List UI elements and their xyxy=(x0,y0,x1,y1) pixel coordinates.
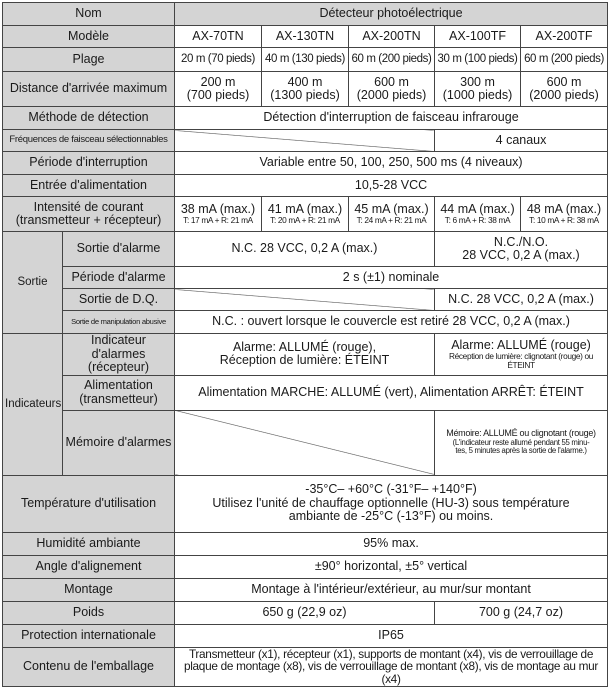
label-temperature: Température d'utilisation xyxy=(3,475,175,532)
label-indicateur-alarmes: Indicateur d'alarmes (récepteur) xyxy=(63,334,175,376)
label-periode-alarme: Période d'alarme xyxy=(63,267,175,289)
value-indicateur-alimentation: Alimentation MARCHE: ALLUMÉ (vert), Alimentation ARRÊT: ÉTEINT xyxy=(175,375,608,410)
label-poids: Poids xyxy=(3,601,175,624)
label-methode: Méthode de détection xyxy=(3,107,175,130)
value-temperature: -35°C– +60°C (-31°F– +140°F) Utilisez l'unité de chauffage optionnelle (HU-3) sous température ambiante de -25°C (-13°F) ou moins. xyxy=(175,475,608,532)
plage-cell: 30 m (100 pieds) xyxy=(435,48,521,72)
label-intensite: Intensité de courant (transmetteur + récepteur) xyxy=(3,197,175,232)
value-nom: Détecteur photoélectrique xyxy=(175,3,608,26)
row-sortie-dq xyxy=(3,289,608,311)
row-intensite xyxy=(3,197,608,232)
row-methode xyxy=(3,107,608,130)
value-montage: Montage à l'intérieur/extérieur, au mur/sur montant xyxy=(175,578,608,601)
model-cell: AX-130TN xyxy=(262,26,349,48)
intensite-cell: 38 mA (max.) T: 17 mA + R: 21 mA xyxy=(175,197,262,232)
label-sortie-dq: Sortie de D.Q. xyxy=(63,289,175,311)
not-applicable-cell xyxy=(175,410,435,475)
intensite-cell: 44 mA (max.) T: 6 mA + R: 38 mA xyxy=(435,197,521,232)
plage-cell: 20 m (70 pieds) xyxy=(175,48,262,72)
value-humidite: 95% max. xyxy=(175,532,608,555)
label-montage: Montage xyxy=(3,578,175,601)
label-indicateur-alimentation: Alimentation (transmetteur) xyxy=(63,375,175,410)
value-periode: Variable entre 50, 100, 250, 500 ms (4 niveaux) xyxy=(175,152,608,175)
spec-table xyxy=(2,2,608,687)
value-angle: ±90° horizontal, ±5° vertical xyxy=(175,555,608,578)
value-entree: 10,5-28 VCC xyxy=(175,175,608,197)
intensite-cell: 45 mA (max.) T: 24 mA + R: 21 mA xyxy=(349,197,435,232)
plage-cell: 40 m (130 pieds) xyxy=(262,48,349,72)
value-frequences: 4 canaux xyxy=(435,130,608,152)
not-applicable-cell xyxy=(175,289,435,311)
value-protection: IP65 xyxy=(175,624,608,647)
model-cell: AX-70TN xyxy=(175,26,262,48)
intensite-cell: 41 mA (max.) T: 20 mA + R: 21 mA xyxy=(262,197,349,232)
intensite-cell: 48 mA (max.) T: 10 mA + R: 38 mA xyxy=(521,197,608,232)
row-indicateur-alimentation xyxy=(3,375,608,410)
row-periode-alarme xyxy=(3,267,608,289)
value-sortie-dq: N.C. 28 VCC, 0,2 A (max.) xyxy=(435,289,608,311)
row-periode xyxy=(3,152,608,175)
row-distance xyxy=(3,72,608,107)
row-protection xyxy=(3,624,608,647)
value-indicateur-alarmes-tf: Alarme: ALLUMÉ (rouge) Réception de lumière: clignotant (rouge) ou ÉTEINT xyxy=(435,334,608,376)
row-frequences xyxy=(3,130,608,152)
value-memoire-alarmes: Mémoire: ALLUMÉ ou clignotant (rouge) (L'indicateur reste allumé pendant 55 minu- tes, 5 minutes après la sortie de l'alarme.) xyxy=(435,410,608,475)
label-angle: Angle d'alignement xyxy=(3,555,175,578)
value-indicateur-alarmes-tn: Alarme: ALLUMÉ (rouge), Réception de lumière: ÉTEINT xyxy=(175,334,435,376)
distance-cell: 600 m (2000 pieds) xyxy=(521,72,608,107)
row-manipulation xyxy=(3,311,608,334)
value-methode: Détection d'interruption de faisceau infrarouge xyxy=(175,107,608,130)
model-cell: AX-100TF xyxy=(435,26,521,48)
row-montage xyxy=(3,578,608,601)
value-sortie-alarme-tf: N.C./N.O. 28 VCC, 0,2 A (max.) xyxy=(435,232,608,267)
distance-cell: 300 m (1000 pieds) xyxy=(435,72,521,107)
row-entree xyxy=(3,175,608,197)
label-entree: Entrée d'alimentation xyxy=(3,175,175,197)
value-contenu: Transmetteur (x1), récepteur (x1), supports de montant (x4), vis de verrouillage de plaque de montage (x8), vis de verrouillage de montant (x8), vis de montage au mur (x4) xyxy=(175,647,608,686)
label-distance: Distance d'arrivée maximum xyxy=(3,72,175,107)
row-memoire-alarmes xyxy=(3,410,608,475)
label-frequences: Fréquences de faisceau sélectionnables xyxy=(3,130,175,152)
row-indicateur-alarmes xyxy=(3,334,608,376)
distance-cell: 600 m (2000 pieds) xyxy=(349,72,435,107)
row-sortie-alarme xyxy=(3,232,608,267)
row-nom xyxy=(3,3,608,26)
row-temperature xyxy=(3,475,608,532)
plage-cell: 60 m (200 pieds) xyxy=(349,48,435,72)
row-humidite xyxy=(3,532,608,555)
value-poids-tf: 700 g (24,7 oz) xyxy=(435,601,608,624)
plage-cell: 60 m (200 pieds) xyxy=(521,48,608,72)
label-sortie-alarme: Sortie d'alarme xyxy=(63,232,175,267)
not-applicable-cell xyxy=(175,130,435,152)
label-protection: Protection internationale xyxy=(3,624,175,647)
label-nom: Nom xyxy=(3,3,175,26)
group-sortie: Sortie xyxy=(3,232,63,334)
label-memoire-alarmes: Mémoire d'alarmes xyxy=(63,410,175,475)
label-humidite: Humidité ambiante xyxy=(3,532,175,555)
label-plage: Plage xyxy=(3,48,175,72)
row-modele xyxy=(3,26,608,48)
distance-cell: 400 m (1300 pieds) xyxy=(262,72,349,107)
row-angle xyxy=(3,555,608,578)
value-periode-alarme: 2 s (±1) nominale xyxy=(175,267,608,289)
row-poids xyxy=(3,601,608,624)
value-manipulation: N.C. : ouvert lorsque le couvercle est retiré 28 VCC, 0,2 A (max.) xyxy=(175,311,608,334)
group-indicateurs: Indicateurs xyxy=(3,334,63,476)
value-sortie-alarme-tn: N.C. 28 VCC, 0,2 A (max.) xyxy=(175,232,435,267)
label-manipulation: Sortie de manipulation abusive xyxy=(63,311,175,334)
model-cell: AX-200TN xyxy=(349,26,435,48)
row-contenu xyxy=(3,647,608,686)
value-poids-tn: 650 g (22,9 oz) xyxy=(175,601,435,624)
label-periode: Période d'interruption xyxy=(3,152,175,175)
distance-cell: 200 m (700 pieds) xyxy=(175,72,262,107)
model-cell: AX-200TF xyxy=(521,26,608,48)
label-contenu: Contenu de l'emballage xyxy=(3,647,175,686)
row-plage xyxy=(3,48,608,72)
label-modele: Modèle xyxy=(3,26,175,48)
